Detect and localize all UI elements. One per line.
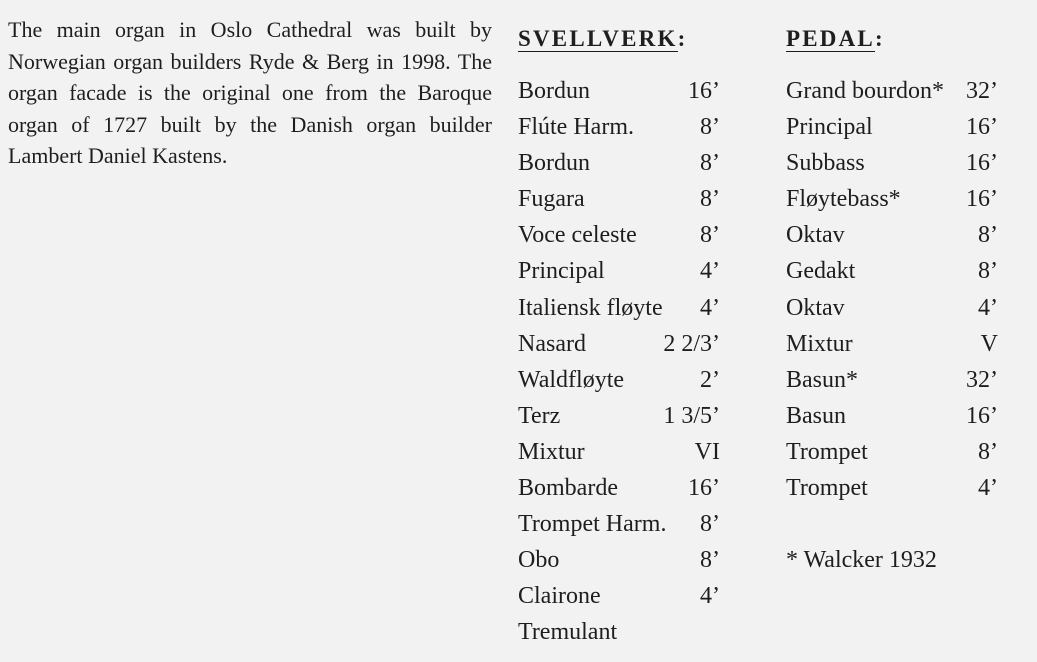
stop-name: Fugara: [518, 186, 585, 213]
stop-pitch: 1 3/5’: [663, 402, 720, 429]
stop-row: [518, 186, 728, 222]
stop-pitch: VI: [694, 438, 720, 465]
stop-pitch: 8’: [978, 438, 998, 465]
stop-pitch: V: [980, 330, 998, 357]
stop-name: Waldfløyte: [518, 366, 625, 393]
stop-row: [786, 78, 998, 114]
stop-name: Terz: [518, 402, 561, 429]
stop-row: [518, 403, 728, 439]
stop-row: [786, 295, 998, 331]
stop-pitch: 8’: [700, 114, 720, 141]
stop-name: Nasard: [518, 330, 586, 357]
stop-name: Tremulant: [518, 619, 618, 646]
stop-name: Mixtur: [786, 330, 853, 357]
pedal-division: [786, 24, 998, 574]
stop-name: Mixtur: [518, 438, 585, 465]
stop-row: [518, 511, 728, 547]
stop-row: [786, 114, 998, 150]
stop-name: Clairone: [518, 583, 601, 610]
stop-name: Subbass: [786, 150, 865, 177]
stop-pitch: 4’: [700, 258, 720, 285]
stop-pitch: 32’: [966, 78, 998, 104]
stop-name: Principal: [518, 258, 605, 285]
stop-pitch: 8’: [700, 150, 720, 177]
stop-name: Trompet: [786, 475, 868, 502]
stop-row: [518, 583, 728, 619]
stop-row: [786, 222, 998, 258]
stop-row: [786, 403, 998, 439]
stop-row: [518, 547, 728, 583]
swell-title: [518, 24, 687, 54]
stop-name: Bordun: [518, 150, 590, 177]
stop-name: Grand bourdon*: [786, 78, 944, 104]
stop-name: Bombarde: [518, 475, 618, 502]
stop-row: [518, 222, 728, 258]
stop-row: [518, 367, 728, 403]
stop-name: Oktav: [786, 294, 845, 321]
stop-pitch: 8’: [978, 258, 998, 285]
pedal-stop-list: [786, 78, 998, 583]
stop-name: Voce celeste: [518, 222, 637, 249]
stop-pitch: 4’: [978, 475, 998, 502]
stop-pitch: 16’: [966, 402, 998, 429]
stop-row: [518, 150, 728, 186]
stop-row: [518, 78, 728, 114]
stop-pitch: 16’: [966, 114, 998, 141]
stop-row: [786, 150, 998, 186]
pedal-title-text: PEDAL: [786, 26, 875, 51]
pedal-title: [786, 24, 885, 54]
stop-row: [786, 186, 998, 222]
stop-pitch: 16’: [688, 475, 720, 502]
stop-row: [518, 295, 728, 331]
stop-row: [518, 114, 728, 150]
swell-title-text: SVELLVERK: [518, 26, 678, 51]
stop-name: Fløytebass*: [786, 186, 901, 213]
stop-pitch: 4’: [700, 294, 720, 321]
stop-row: [518, 619, 728, 655]
stop-name: Trompet Harm.: [518, 511, 667, 538]
stop-row: [518, 439, 728, 475]
stop-name: Principal: [786, 114, 873, 141]
stop-name: Flúte Harm.: [518, 114, 634, 141]
pedal-footnote: * Walcker 1932: [786, 547, 937, 574]
stop-row: [786, 331, 998, 367]
stop-name: Basun: [786, 402, 846, 429]
stop-pitch: 8’: [700, 186, 720, 213]
stop-name: Bordun: [518, 78, 590, 104]
stop-row: [786, 258, 998, 294]
stop-row: [518, 331, 728, 367]
stop-pitch: 2’: [700, 366, 720, 393]
stop-pitch: 16’: [688, 78, 720, 104]
stop-row: [786, 367, 998, 403]
swell-division: [518, 24, 728, 646]
stop-pitch: 2 2/3’: [663, 330, 720, 357]
swell-stop-list: [518, 78, 728, 656]
intro-paragraph: The main organ in Oslo Cathedral was built by Norwegian organ builders Ryde & Berg in 1998. The organ facade is the original one from the Baroque organ of 1727 built by the Danish organ builder Lambert Daniel Kastens.: [8, 17, 492, 168]
stop-name: Obo: [518, 547, 560, 574]
pedal-title-colon: :: [874, 26, 885, 51]
stop-name: Basun*: [786, 366, 858, 393]
stop-pitch: 8’: [700, 222, 720, 249]
stop-pitch: 4’: [978, 294, 998, 321]
stop-pitch: 4’: [700, 583, 720, 610]
stop-pitch: 8’: [700, 511, 720, 538]
swell-title-colon: :: [677, 26, 688, 51]
stop-row: [518, 258, 728, 294]
stop-row: [786, 439, 998, 475]
stop-name: Trompet: [786, 438, 868, 465]
stop-row: [518, 475, 728, 511]
stop-pitch: 16’: [966, 150, 998, 177]
stop-pitch: 16’: [966, 186, 998, 213]
stop-name: Italiensk fløyte: [518, 294, 663, 321]
stop-name: Gedakt: [786, 258, 856, 285]
spacer: [786, 511, 998, 547]
stop-row: [786, 475, 998, 511]
stop-name: Oktav: [786, 222, 845, 249]
stop-pitch: 32’: [966, 366, 998, 393]
stop-pitch: 8’: [978, 222, 998, 249]
stop-pitch: 8’: [700, 547, 720, 574]
